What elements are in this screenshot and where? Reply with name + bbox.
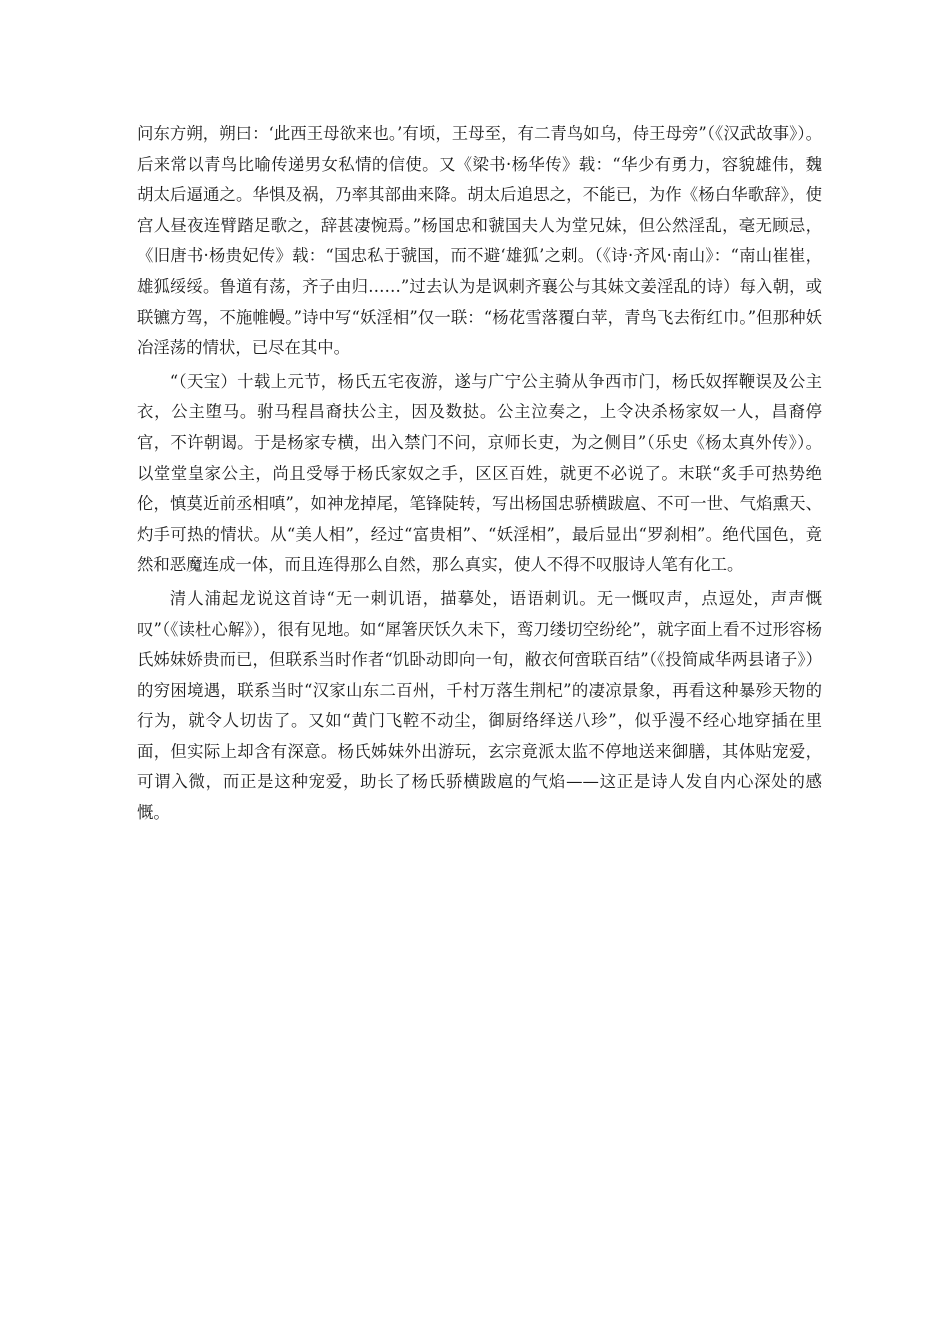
paragraph-1: 问东方朔，朔曰：‘此西王母欲来也。’有顷，王母至，有二青鸟如乌，侍王母旁”（《汉武故事》）。后来常以青鸟比喻传递男女私情的信使。又《梁书·杨华传》载：“华少有勇力，容貌雄伟，魏胡太后逼通之。华惧及祸，乃率其部曲来降。胡太后追思之，不能已，为作《杨白华歌辞》，使宫人昼夜连臂踏足歌之，辞甚凄惋焉。”杨国忠和虢国夫人为堂兄妹，但公然淫乱，毫无顾忌，《旧唐书·杨贵妃传》载：“国忠私于虢国，而不避‘雄狐’之刺。（《诗·齐风·南山》：“南山崔崔，雄狐绥绥。鲁道有荡，齐子由归……”过去认为是讽刺齐襄公与其妹文姜淫乱的诗）每入朝，或联镳方驾，不施帷幔。”诗中写“妖淫相”仅一联：“杨花雪落覆白苹，青鸟飞去衔红巾。”但那种妖冶淫荡的情状，已尽在其中。 <box>137 124 822 358</box>
document-body <box>137 119 822 832</box>
paragraph-2: “（天宝）十载上元节，杨氏五宅夜游，遂与广宁公主骑从争西市门，杨氏奴挥鞭误及公主衣，公主堕马。驸马程昌裔扶公主，因及数挞。公主泣奏之，上令决杀杨家奴一人，昌裔停官，不许朝谒。于是杨家专横，出入禁门不问，京师长吏，为之侧目”（乐史《杨太真外传》）。以堂堂皇家公主，尚且受辱于杨氏家奴之手，区区百姓，就更不必说了。末联“炙手可热势绝伦，慎莫近前丞相嗔”，如神龙掉尾，笔锋陡转，写出杨国忠骄横跋扈、不可一世、气焰熏天、灼手可热的情状。从“美人相”，经过“富贵相”、“妖淫相”，最后显出“罗刹相”。绝代国色，竟然和恶魔连成一体，而且连得那么自然，那么真实，使人不得不叹服诗人笔有化工。 <box>137 371 822 575</box>
paragraph-3: 清人浦起龙说这首诗“无一刺讥语，描摹处，语语刺讥。无一慨叹声，点逗处，声声慨叹”（《读杜心解》），很有见地。如“犀箸厌饫久未下，鸾刀缕切空纷纶”，就字面上看不过形容杨氏姊妹娇贵而已，但联系当时作者“饥卧动即向一旬，敝衣何啻联百结”（《投简咸华两县诸子》）的穷困境遇，联系当时“汉家山东二百州，千村万落生荆杞”的凄凉景象，再看这种暴殄天物的行为，就令人切齿了。又如“黄门飞鞚不动尘，御厨络绎送八珍”，似乎漫不经心地穿插在里面，但实际上却含有深意。杨氏姊妹外出游玩，玄宗竟派太监不停地送来御膳，其体贴宠爱，可谓入微，而正是这种宠爱，助长了杨氏骄横跋扈的气焰——这正是诗人发自内心深处的感慨。 <box>137 588 822 823</box>
